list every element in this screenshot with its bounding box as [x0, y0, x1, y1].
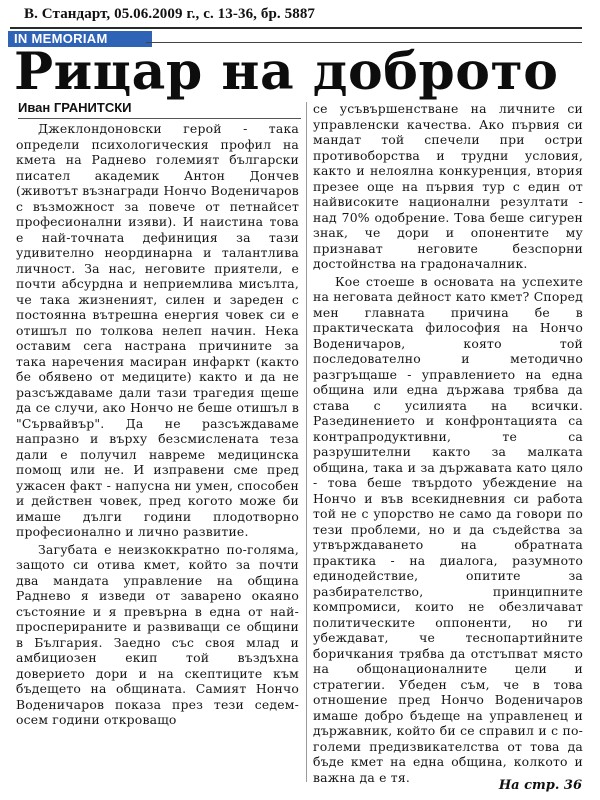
- headline: Рицар на доброто: [14, 42, 559, 102]
- column-divider: [306, 102, 307, 782]
- rubric-label: IN MEMORIAM: [8, 31, 152, 47]
- paragraph: Кое стоеше в основата на успехите на неговата дейност като кмет? Според мен главната причина бе в практическата философия на Нончо Воденичаров, която той последователно и методично разгръщаше - управлението на една община или една държава трябва да става с усилията на всички. Разединението и конфронтацията са контрапродуктивни, те са разрушителни както за малката община, така и за държавата като цяло - това беше твърдото убеждение на Нончо и във всекидневния си работа той не с упорство не само да говори по тези проблеми, но и да съдейства за утвърждаването на обратната практика - на диалога, разумното единодействие, опитите за разбирателство, принципните компромиси, които не обезличават политическите оппоненти, но ги убеждават, че теснопартийните боричкания трябва да отстъпват място на общонационалните цели и стратегии. Убеден съм, че в това отношение пред Нончо Воденичаров имаше добро бъдеще на управленец и държавник, който би се справил и с по-големи предизвикателства от това да бъде кмет на една община, колкото и важна да е тя.: [313, 273, 583, 785]
- right-column: [313, 101, 583, 785]
- byline-rule: [18, 118, 301, 119]
- paragraph: Джеклондоновски герой - така определи психологическия профил на кмета на Раднево големият български писател академик Антон Дончев (животът възнагради Нончо Воденичаров с възможност за повече от петнайсет професионални изяви). И наистина това е най-точната дефиниция за тази удивително неординарна и талантлива личност. За нас, неговите приятели, е почти абсурдна и неприемлива мисълта, че така жизненият, силен и зареден с постоянна вътрешна енергия човек си е отишъл по толкова нелеп начин. Нека оставим сега настрана причините за така наречения масиран инфаркт (както бе обявено от медиците) както и да не разсъждаваме дали тази трагедия щеше да се случи, ако Нончо не беше отишъл в "Сървайвър". Да не разсъждаваме напразно и върху безсмислената теза дали е получил навреме медицинска помощ или не. И изправени сме пред ужасен факт - напусна ни умен, способен и действен човек, пред когото може би имаше дълги години плодотворно професионално и лично развитие.: [16, 121, 299, 539]
- paragraph: Загубата е неизкоккратно по-голяма, защото си отива кмет, който за почти два мандата управление на община Раднево я изведи от заварено окаяно състояние и я превърна в една от най-просперираните и развиващи се общини в България. Заедно със своя млад и амбициозен екип той въздъхна доверието дори и на скептиците към бъдещето на общината. Самият Нончо Воденичаров показа през тези седем-осем години откроващо: [16, 541, 299, 727]
- left-column: [16, 121, 299, 728]
- paragraph: се усъвършенстване на личните си управленски качества. Ако първия си мандат той спечели при остри противоборства и трудни условия, както и нелоялна конкуренция, втория презее още на първия тур с един от найвисоките национални резултати - над 70% одобрение. Това беше сигурен знак, че дори и опонентите му признават неговите безспорни достойнства на градоначалник.: [313, 101, 583, 271]
- source-line: В. Стандарт, 05.06.2009 г., с. 13-36, бр. 5887: [24, 6, 316, 22]
- continuation-note: На стр. 36: [498, 778, 582, 793]
- byline: Иван ГРАНИТСКИ: [18, 100, 132, 115]
- top-rule: [10, 27, 582, 29]
